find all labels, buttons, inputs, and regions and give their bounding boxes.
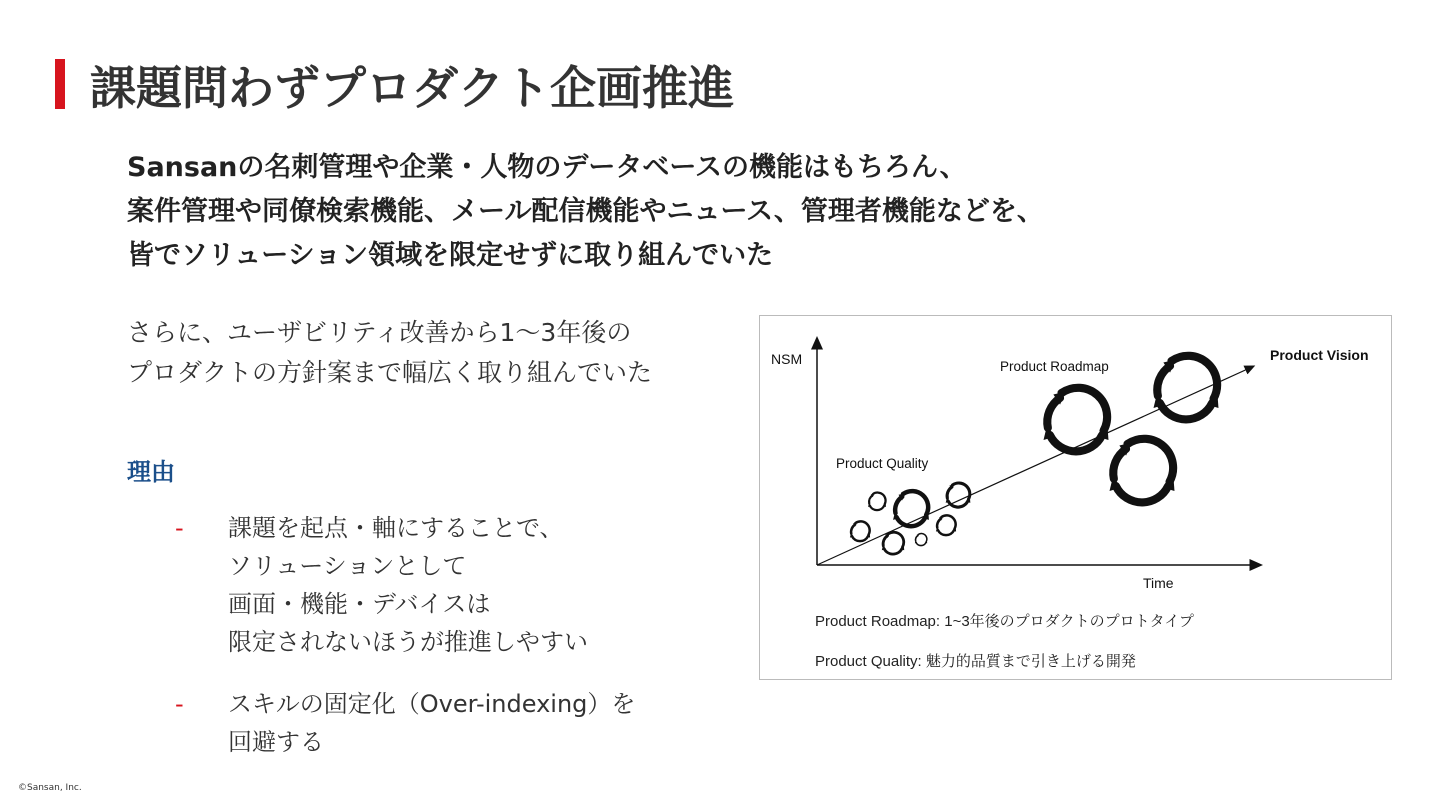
page-title: 課題問わずプロダクト企画推進 — [90, 61, 734, 115]
cycle-arrows-icon — [1154, 356, 1219, 420]
bullet-line: ソリューションとして — [228, 552, 467, 580]
cycle-arrows-icon — [1044, 388, 1109, 452]
quality-label: Product Quality — [836, 456, 929, 471]
sub-line-1: さらに、ユーザビリティ改善から1〜3年後の — [127, 318, 632, 347]
x-axis-label: Time — [1143, 575, 1174, 591]
cycle-arrows-icon — [850, 521, 870, 541]
sub-line-2: プロダクトの方針案まで幅広く取り組んでいた — [127, 358, 653, 387]
cycle-arrows-icon — [868, 493, 886, 511]
lead-line-2: 案件管理や同僚検索機能、メール配信機能やニュース、管理者機能などを、 — [127, 196, 1044, 227]
bullet-dash: - — [175, 514, 184, 542]
lead-line-1: Sansanの名刺管理や企業・人物のデータベースの機能はもちろん、 — [127, 152, 967, 183]
title-accent-bar — [55, 59, 65, 109]
roadmap-label: Product Roadmap — [1000, 359, 1109, 374]
cycle-arrows-icon — [915, 534, 927, 546]
lead-line-3: 皆でソリューション領域を限定せずに取り組んでいた — [127, 240, 774, 271]
bullet-line: 画面・機能・デバイスは — [228, 590, 491, 618]
caption-quality: Product Quality: 魅力的品質まで引き上げる開発 — [815, 653, 1136, 670]
bullet-line: 課題を起点・軸にすることで、 — [228, 514, 564, 542]
caption-roadmap: Product Roadmap: 1~3年後のプロダクトのプロトタイプ — [815, 613, 1194, 630]
cycle-arrows-icon — [882, 532, 904, 554]
reason-heading: 理由 — [127, 458, 175, 486]
diagram-svg — [760, 316, 1393, 681]
cycle-arrows-icon — [936, 515, 956, 535]
sub-text — [127, 313, 652, 393]
cycle-arrows-icon — [946, 483, 971, 507]
copyright-footer: ©Sansan, Inc. — [18, 783, 82, 793]
bullet-line: スキルの固定化（Over-indexing）を — [228, 690, 636, 718]
bullet-dash: - — [175, 690, 184, 718]
bullet-line: 回避する — [228, 728, 324, 756]
y-axis-label: NSM — [771, 351, 803, 367]
cycle-arrows-icon — [893, 491, 929, 526]
bullet-lines — [228, 685, 635, 761]
bullet-line: 限定されないほうが推進しやすい — [228, 628, 588, 656]
cycle-arrows-icon — [1110, 439, 1175, 503]
lead-text — [127, 146, 1044, 278]
product-growth-diagram — [759, 315, 1392, 680]
vision-label: Product Vision — [1270, 347, 1369, 363]
bullet-lines — [228, 509, 588, 661]
